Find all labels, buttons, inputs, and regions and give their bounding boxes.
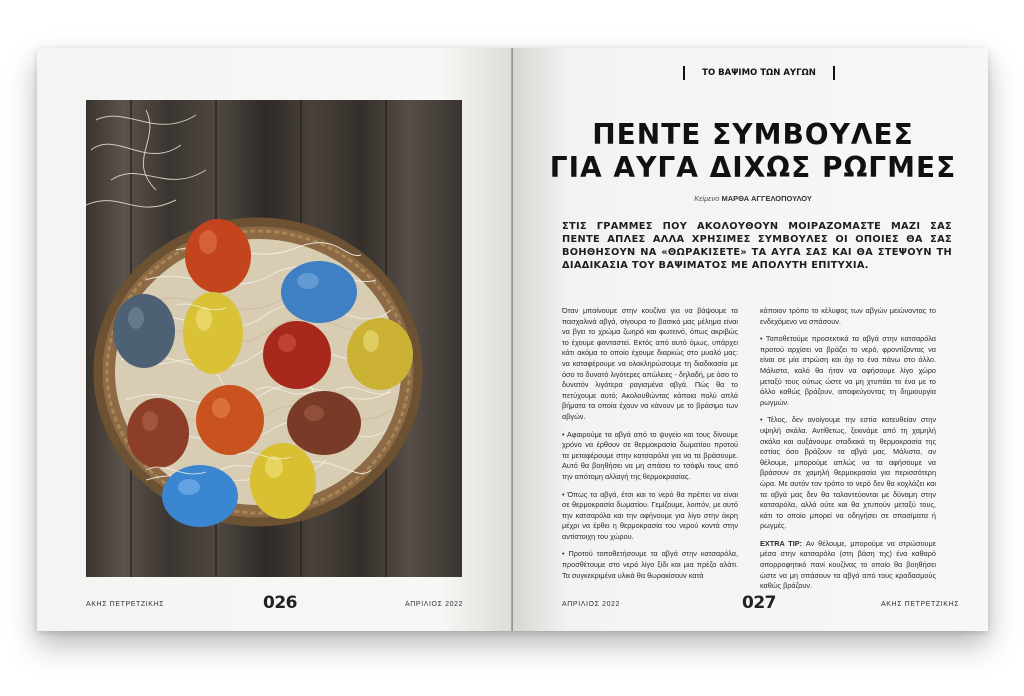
footer-date: ΑΠΡΙΛΙΟΣ 2022 [405,601,464,608]
footer-author: ΑΚΗΣ ΠΕΤΡΕΤΖΙΚΗΣ [881,601,960,608]
extra-tip-label: EXTRA TIP: [760,538,803,548]
extra-tip-text: Αν θέλουμε, μπορούμε να στρώσουμε μέσα στην κατσαρόλα (στη βάση της) ένα καθαρό απορροφητικό πανί κουζίνας το οποίο θα βοηθήσει ώστε να μη σπάσουν τα αβγά από τους κραδασμούς καθώς βράζουν. [760,538,936,591]
byline [603,194,903,203]
paragraph: Όταν μπαίνουμε στην κουζίνα για να βάψουμε τα πασχαλινά αβγά, σίγουρα το βασικό μας μέλημα είναι να βγει το χρώμα ζωηρό και φωτεινό, όπως ακριβώς το έχουμε φανταστεί. Εκτός από αυτό όμως, υπάρχει κάτι ακόμα το οποίο έχουμε διαρκώς στο μυαλό μας: να καταφέρουμε να ολοκληρώσουμε τη διαδικασία με όσο το δυνατό λιγότερες απώλειες - δηλαδή, με όσο το δυνατόν λιγότερα ραγισμένα αβγά. Πώς θα το πετύχουμε αυτό; Ακολουθώντας κάποια πολύ απλά βήματα τα οποία έχουν να κάνουν με το βράσιμο των αβγών. [562,306,738,421]
right-page [513,48,988,631]
title-line-2: ΓΙΑ ΑΥΓΑ ΔΙΧΩΣ ΡΩΓΜΕΣ [549,151,957,184]
byline-label: Κείμενο [694,194,720,203]
easter-eggs-photo [86,100,462,577]
text-column-2 [760,306,936,599]
title-line-1: ΠΕΝΤΕ ΣΥΜΒΟΥΛΕΣ [592,118,914,151]
magazine-spread [37,48,988,631]
page-number: 026 [263,593,297,613]
left-page [37,48,512,631]
paragraph: κάποιον τρόπο το κέλυφος των αβγών μειώνοντας το ενδεχόμενο να σπάσουν. [760,306,936,326]
byline-author: ΜΑΡΘΑ ΑΓΓΕΛΟΠΟΥΛΟΥ [721,194,812,203]
paragraph: • Τέλος, δεν ανοίγουμε την εστία κατευθείαν στην υψηλή σκάλα. Αντίθετως, ξεκινάμε από τη χαμηλή σκάλα και αυξάνουμε σταδιακά τη θερμοκρασία της εστίας όσο βράζουν τα αβγά μας. Μάλιστα, αν θέλουμε, μπορούμε απλώς να τα αφήσουμε να βράσουν σε χαμηλή θερμοκρασία για περισσότερη ώρα. Με αυτόν τον τρόπο το νερό δεν θα κοχλάζει και τα αβγά μας δεν θα ταλαντεύονται με δύναμη στην κατσαρόλα, αλλά ούτε και θα χτυπούν μεταξύ τους, κάτι το οποίο μπορεί να οδηγήσει σε σπασίματα ή ρωγμές. [760,415,936,531]
paragraph: • Προτού τοποθετήσουμε τα αβγά στην κατσαρόλα, προσθέτουμε στο νερό λίγο ξίδι και μια πρέζα αλάτι. Τα συγκεκριμένα υλικά θα θωρακίσουν κατά [562,549,738,580]
section-tag: ΤΟ ΒΑΨΙΜΟ ΤΩΝ ΑΥΓΩΝ [683,66,835,80]
paragraph: • Τοποθετούμε προσεκτικά τα αβγά στην κατσαρόλα προτού αρχίσει να βράζει το νερό, φροντίζοντας να είναι σε μία στρώση και όχι το ένα πάνω στο άλλο. Μάλιστα, καλό θα ήταν να αφήσουμε λίγο χώρο μεταξύ τους ούτως ώστε να μη χτυπάει το ένα με το άλλο καθώς βράζουν, αποφεύγοντας τη δημιουργία ρωγμών. [760,334,936,407]
extra-tip [760,539,936,592]
paragraph: • Όπως τα αβγά, έτσι και το νερό θα πρέπει να είναι σε θερμοκρασία δωματίου. Γεμίζουμε, λοιπόν, με αυτό την κατσαρόλα και την αφήνουμε για λίγο στην άκρη μέχρι να έρθει η θερμοκρασία του νερού κοντά στην αντίστοιχη του χώρου. [562,489,738,541]
page-number: 027 [742,593,776,613]
footer-author: ΑΚΗΣ ΠΕΤΡΕΤΖΙΚΗΣ [86,601,165,608]
footer-date: ΑΠΡΙΛΙΟΣ 2022 [562,601,621,608]
article-title [533,118,973,184]
text-column-1 [562,306,738,588]
paragraph: • Αφαιρούμε τα αβγά από το ψυγείο και τους δίνουμε χρόνο να έρθουν σε θερμοκρασία δωματίου προτού τα μεταφέρουμε στην κατσαρόλα για να τα βράσουμε. Αυτό θα βοηθήσει να μη σπάσει το τσόφλι τους από την απότομη αλλαγή της θερμοκρασίας. [562,429,738,481]
lead-paragraph: ΣΤΙΣ ΓΡΑΜΜΕΣ ΠΟΥ ΑΚΟΛΟΥΘΟΥΝ ΜΟΙΡΑΖΟΜΑΣΤΕ ΜΑΖΙ ΣΑΣ ΠΕΝΤΕ ΑΠΛΕΣ ΑΛΛΑ ΧΡΗΣΙΜΕΣ ΣΥΜΒΟΥΛΕΣ ΟΙ ΟΠΟΙΕΣ ΘΑ ΣΑΣ ΒΟΗΘΗΣΟΥΝ ΝΑ «ΘΩΡΑΚΙΣΕΤΕ» ΤΑ ΑΥΓΑ ΣΑΣ ΚΑΙ ΘΑ ΣΤΕΨΟΥΝ ΤΗ ΔΙΑΔΙΚΑΣΙΑ ΤΟΥ ΒΑΨΙΜΑΤΟΣ ΜΕ ΑΠΟΛΥΤΗ ΕΠΙΤΥΧΙΑ. [562,221,952,271]
